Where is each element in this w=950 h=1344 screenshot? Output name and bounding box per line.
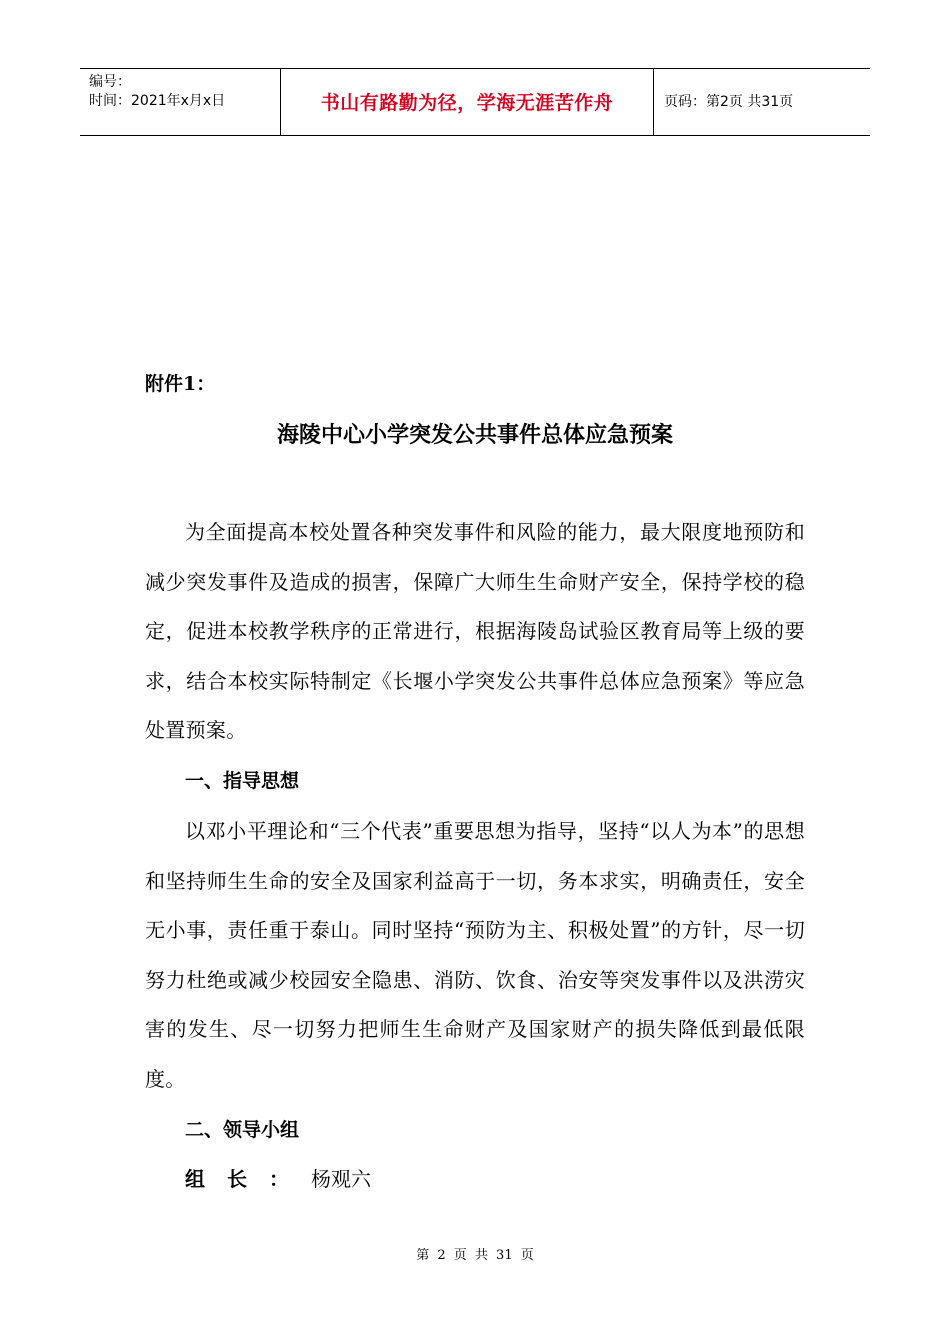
time-label: 时间：2021年x月x日	[89, 93, 226, 109]
page-header	[80, 68, 870, 136]
attachment-label: 附件1：	[145, 373, 216, 395]
page-footer: 第 2 页 共 31 页	[416, 1248, 534, 1263]
header-page-cell	[654, 69, 870, 136]
page-info: 页码：第2页 共31页	[664, 94, 794, 110]
section-heading-leadership-group: 二、领导小组	[185, 1119, 300, 1141]
section-heading-guiding-ideology: 一、指导思想	[185, 770, 300, 792]
intro-paragraph: 为全面提高本校处置各种突发事件和风险的能力，最大限度地预防和减少突发事件及造成的损害，保障广大师生生命财产安全，保持学校的稳定，促进本校教学秩序的正常进行，根据海陵岛试验区教育局等上级的要求，结合本校实际特制定《长堰小学突发公共事件总体应急预案》等应急处置预案。	[145, 520, 805, 743]
header-meta-cell	[80, 69, 281, 136]
leader-role-label: 组长：	[185, 1167, 311, 1191]
leader-name: 杨观六	[311, 1167, 371, 1191]
guiding-ideology-paragraph: 以邓小平理论和“三个代表”重要思想为指导，坚持“以人为本”的思想和坚持师生生命的安全及国家利益高于一切，务本求实，明确责任，安全无小事，责任重于泰山。同时坚持“预防为主、积极处置”的方针，尽一切努力杜绝或减少校园安全隐患、消防、饮食、治安等突发事件以及洪涝灾害的发生、尽一切努力把师生生命财产及国家财产的损失降低到最低限度。	[145, 819, 805, 1091]
leader-entry	[185, 1163, 371, 1195]
header-motto-cell	[281, 69, 654, 136]
document-title: 海陵中心小学突发公共事件总体应急预案	[276, 423, 673, 448]
motto-text: 书山有路勤为径，学海无涯苦作舟	[320, 92, 614, 114]
serial-label: 编号：	[89, 74, 131, 90]
